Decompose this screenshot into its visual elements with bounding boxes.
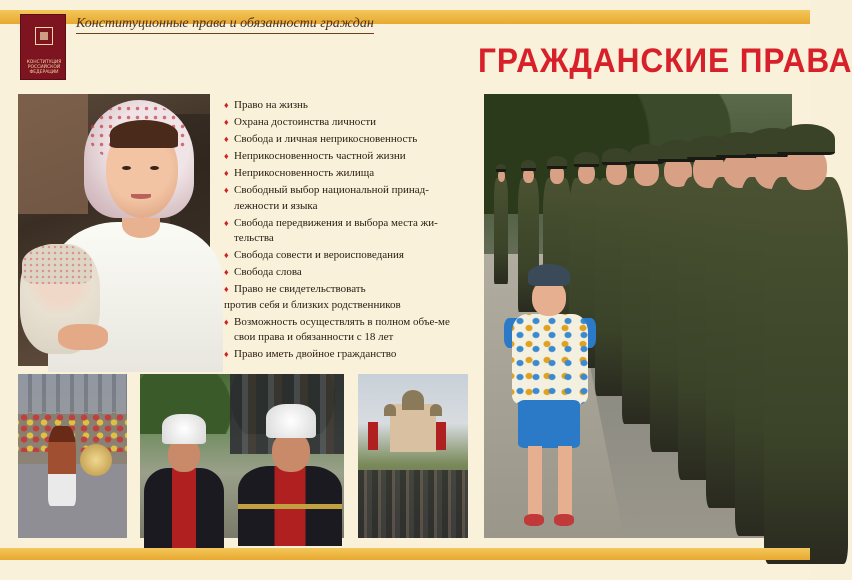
right-item: ♦ Свобода совести и вероисповедания [224,248,474,264]
right-item: ♦ Право на жизнь [224,98,474,114]
right-item: ♦ Свобода слова [224,265,474,281]
photo-street-parade [18,374,127,538]
photo-church-procession [358,374,468,538]
series-logo [20,14,66,80]
right-item-continuation: против себя и близких родственников [224,298,401,311]
right-item: ♦ Неприкосновенность частной жизни [224,149,474,165]
bottom-gold-stripe [0,548,810,560]
right-item: ♦ Охрана достоинства личности [224,115,474,131]
right-item: ♦ Свободный выбор национальной принад-лежности и языка [224,183,474,214]
poster-subtitle: Конституционные права и обязанности граждан [76,16,374,34]
right-item: ♦ Неприкосновенность жилища [224,166,474,182]
photo-cossacks [140,374,344,538]
poster-title: ГРАЖДАНСКИЕ ПРАВА [478,42,852,80]
right-item: ♦ Право иметь двойное гражданство [224,347,474,363]
right-item: ♦ Свобода передвижения и выбора места жи-тельства [224,216,474,247]
soldier-figure [764,177,848,564]
photo-mother-and-baby [18,94,210,366]
right-item: ♦ Возможность осуществлять в полном объе-ме свои права и обязанности с 18 лет [224,315,474,346]
photo-soldiers-and-boy [484,94,792,538]
emblem-icon [35,27,53,45]
right-item: ♦ Свобода и личная неприкосновенность [224,132,474,148]
boy-figure [504,264,594,534]
logo-lettering: КОНСТИТУЦИЯ РОССИЙСКОЙ ФЕДЕРАЦИИ [26,60,62,75]
right-item: ♦ Право не свидетельствовать [224,282,474,298]
civil-rights-list [224,98,474,364]
